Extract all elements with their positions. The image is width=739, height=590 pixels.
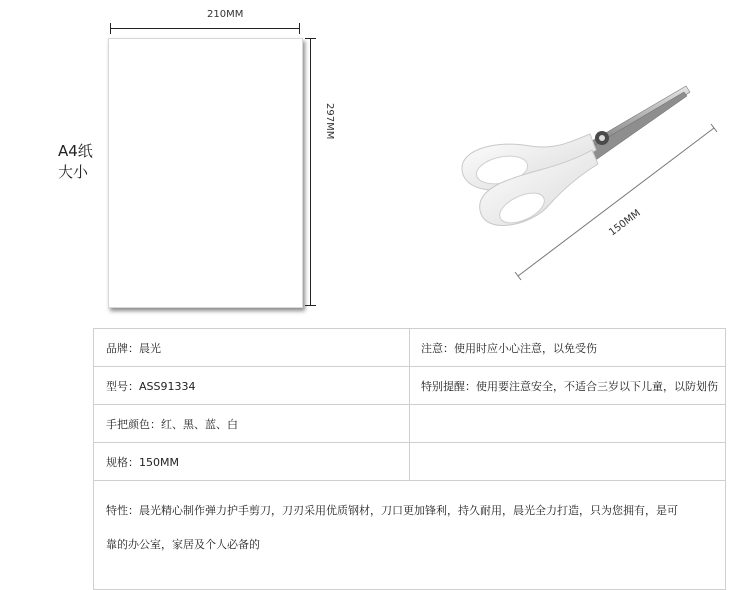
table-row — [94, 405, 726, 443]
spec-table — [93, 328, 726, 590]
width-dimension-tick-left — [110, 23, 111, 34]
scissors-image — [440, 70, 730, 285]
height-dimension-tick-top — [305, 38, 316, 39]
spec-features-line2: 靠的办公室，家居及个人必备的 — [106, 538, 260, 551]
a4-size-label — [58, 141, 118, 183]
table-row — [94, 443, 726, 481]
a4-paper-illustration — [108, 38, 303, 308]
scissors-pivot — [595, 131, 609, 145]
spec-caution: 注意：使用时应小心注意，以免受伤 — [410, 329, 726, 367]
paper-height-label: 297MM — [324, 103, 335, 140]
a4-size-label-line1: A4纸 — [58, 142, 93, 160]
width-dimension-tick-right — [299, 23, 300, 34]
a4-size-label-line2: 大小 — [58, 163, 89, 181]
height-dimension-line — [310, 38, 311, 306]
paper-width-label: 210MM — [207, 9, 244, 20]
spec-features — [94, 481, 726, 590]
table-row — [94, 481, 726, 590]
spec-brand: 品牌：晨光 — [94, 329, 410, 367]
spec-handle-colors: 手把颜色：红、黑、蓝、白 — [94, 405, 410, 443]
height-dimension-tick-bottom — [305, 305, 316, 306]
scissors-blades — [580, 86, 690, 164]
table-row — [94, 367, 726, 405]
width-dimension-line — [110, 28, 300, 29]
spec-empty-cell — [410, 405, 726, 443]
spec-empty-cell — [410, 443, 726, 481]
spec-special-reminder: 特别提醒：使用要注意安全，不适合三岁以下儿童，以防划伤 — [410, 367, 726, 405]
spec-features-line1: 特性：晨光精心制作弹力护手剪刀，刀刃采用优质钢材，刀口更加锋利，持久耐用，晨光全力打造，只为您拥有，是可 — [106, 504, 678, 517]
spec-model: 型号：ASS91334 — [94, 367, 410, 405]
table-row — [94, 329, 726, 367]
spec-size: 规格：150MM — [94, 443, 410, 481]
scissors-length-label: 150MM — [607, 207, 643, 239]
